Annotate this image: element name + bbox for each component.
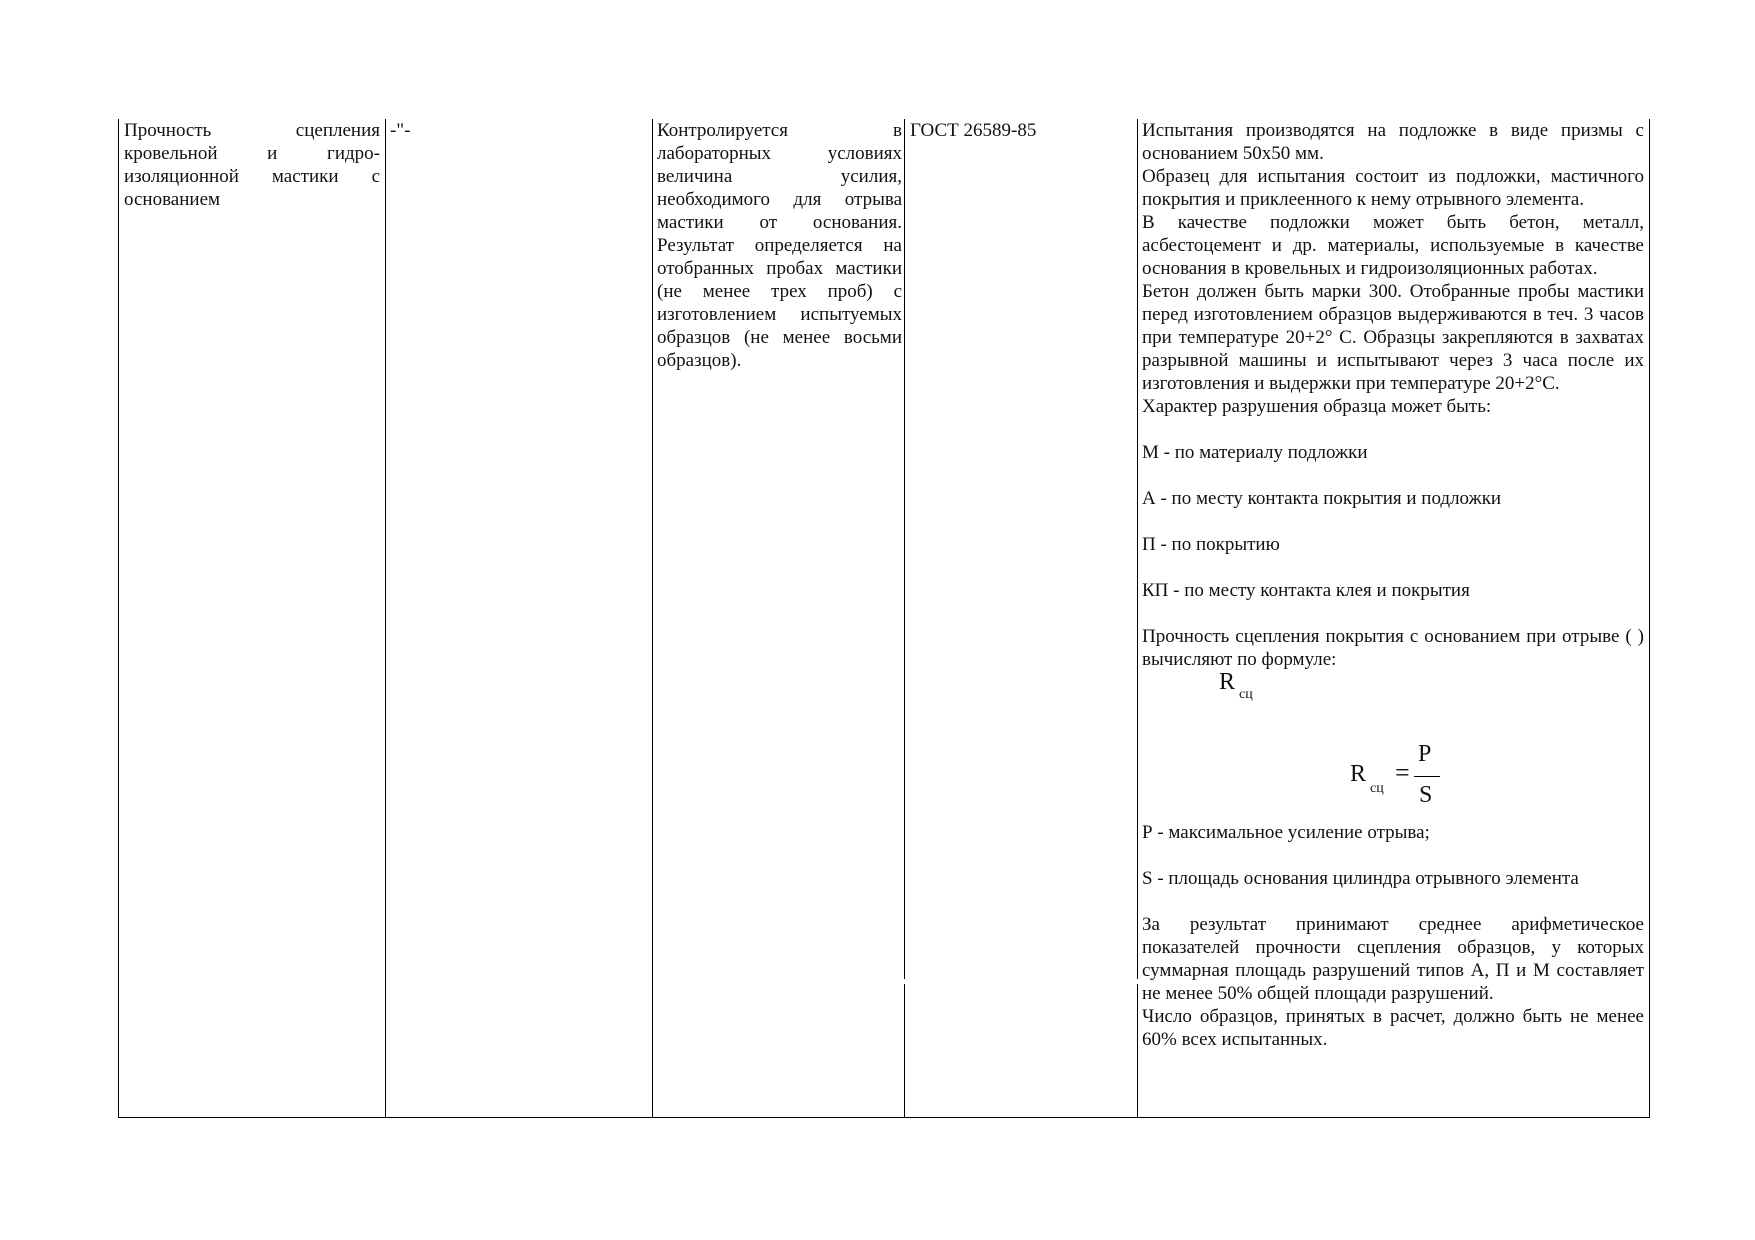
table-border-right [1649, 119, 1650, 1117]
procedure-paragraph-3: В качестве подложки может быть бетон, металл, асбестоцемент и др. материалы, используемые в качестве основания в кровельных и гидроизоляционных работах. [1142, 212, 1644, 279]
result-paragraph: За результат принимают среднее арифметическое показателей прочности сцепления образцов, у которых суммарная площадь разрушений типов А, П и М составляет не менее 50% общей площади разрушений. [1142, 914, 1644, 1004]
column-divider-3-lower [904, 984, 905, 1118]
column-divider-2 [652, 119, 653, 1117]
procedure-paragraph-1: Испытания производятся на подложке в виде призмы с основанием 50х50 мм. [1142, 120, 1644, 164]
failure-type-p: П - по покрытию [1142, 534, 1280, 555]
adhesion-formula [1142, 703, 1644, 821]
column-divider-1 [385, 119, 386, 1117]
column-divider-4-upper [1137, 119, 1138, 979]
formula-numerator: P [1418, 741, 1432, 767]
formula-intro: Прочность сцепления покрытия с основанием при отрыве ( ) вычисляют по формуле: [1142, 626, 1644, 670]
requirements-table [118, 119, 1650, 1118]
formula-r-subscript: сц [1370, 781, 1384, 796]
cell-parameter-name: Прочность сцепления кровельной и гидро-изоляционной мастики с основанием [124, 120, 380, 210]
cell-test-procedure [1142, 119, 1644, 1051]
definition-s: S - площадь основания цилиндра отрывного элемента [1142, 868, 1579, 889]
cell-control-method: Контролируется в лабораторных условиях величина усилия, необходимого для отрыва мастики от основания. Результат определяется на отобранных пробах мастики (не менее трех проб) с изготовлением испытуемых образцов (не менее восьми образцов). [657, 120, 902, 371]
failure-type-a: А - по месту контакта покрытия и подложки [1142, 488, 1502, 509]
failure-type-m: М - по материалу подложки [1142, 442, 1368, 463]
sample-count-paragraph: Число образцов, принятых в расчет, должно быть не менее 60% всех испытанных. [1142, 1006, 1644, 1050]
table-border-left [118, 119, 119, 1117]
inline-r-symbol [1142, 671, 1644, 703]
r-subscript: сц [1239, 687, 1253, 702]
failure-type-heading: Характер разрушения образца может быть: [1142, 396, 1492, 417]
cell-ditto-mark: -"- [390, 120, 411, 141]
procedure-paragraph-4: Бетон должен быть марки 300. Отобранные пробы мастики перед изготовлением образцов выдерживаются в теч. 3 часов при температуре 20+2° С. Образцы закрепляются в захватах разрывной машины и испытывают через 3 часа после их изготовления и выдержки при температуре 20+2°С. [1142, 281, 1644, 394]
definition-p: Р - максимальное усиление отрыва; [1142, 822, 1430, 843]
column-divider-4-lower [1137, 984, 1138, 1118]
cell-standard: ГОСТ 26589-85 [910, 120, 1037, 141]
formula-r-letter: R [1350, 761, 1367, 787]
column-divider-3-upper [904, 119, 905, 979]
failure-type-kp: КП - по месту контакта клея и покрытия [1142, 580, 1470, 601]
formula-denominator: S [1419, 782, 1433, 808]
formula-fraction-bar [1414, 776, 1440, 777]
formula-equals-sign: = [1395, 758, 1410, 787]
procedure-paragraph-2: Образец для испытания состоит из подложки, мастичного покрытия и приклеенного к нему отрывного элемента. [1142, 166, 1644, 210]
r-letter: R [1219, 669, 1236, 695]
